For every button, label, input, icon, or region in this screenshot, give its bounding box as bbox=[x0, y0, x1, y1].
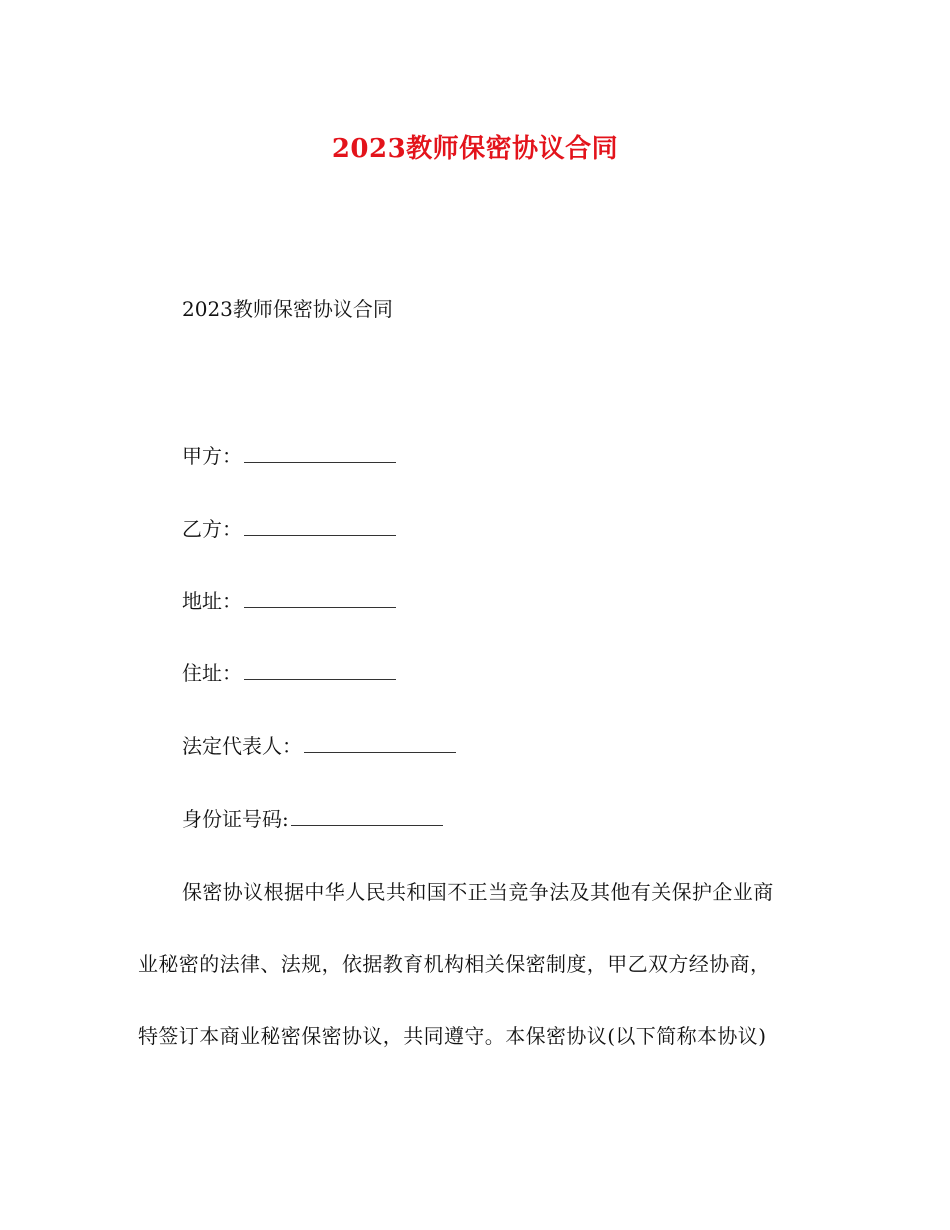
blank-line bbox=[291, 811, 443, 826]
field-party-b bbox=[182, 513, 396, 542]
blank-line bbox=[244, 593, 396, 608]
document-subtitle: 2023教师保密协议合同 bbox=[182, 297, 393, 321]
blank-line bbox=[244, 521, 396, 536]
document-title: 2023教师保密协议合同 bbox=[331, 134, 619, 164]
field-party-a bbox=[182, 440, 396, 469]
field-residence bbox=[182, 657, 396, 686]
field-id-number bbox=[182, 803, 443, 832]
blank-line bbox=[304, 738, 456, 753]
body-paragraph-line: 业秘密的法律、法规，依据教育机构相关保密制度，甲乙双方经协商， bbox=[138, 952, 771, 976]
field-label: 乙方： bbox=[182, 517, 242, 541]
body-paragraph-line: 保密协议根据中华人民共和国不正当竞争法及其他有关保护企业商 bbox=[182, 880, 774, 904]
field-label: 法定代表人： bbox=[182, 734, 302, 758]
field-address bbox=[182, 585, 396, 614]
blank-line bbox=[244, 448, 396, 463]
field-label: 地址： bbox=[182, 589, 242, 613]
field-legal-representative bbox=[182, 730, 456, 759]
field-label: 住址： bbox=[182, 661, 242, 685]
field-label: 身份证号码: bbox=[182, 807, 289, 831]
body-paragraph-line: 特签订本商业秘密保密协议，共同遵守。本保密协议(以下简称本协议) bbox=[138, 1024, 767, 1048]
field-label: 甲方： bbox=[182, 444, 242, 468]
blank-line bbox=[244, 665, 396, 680]
